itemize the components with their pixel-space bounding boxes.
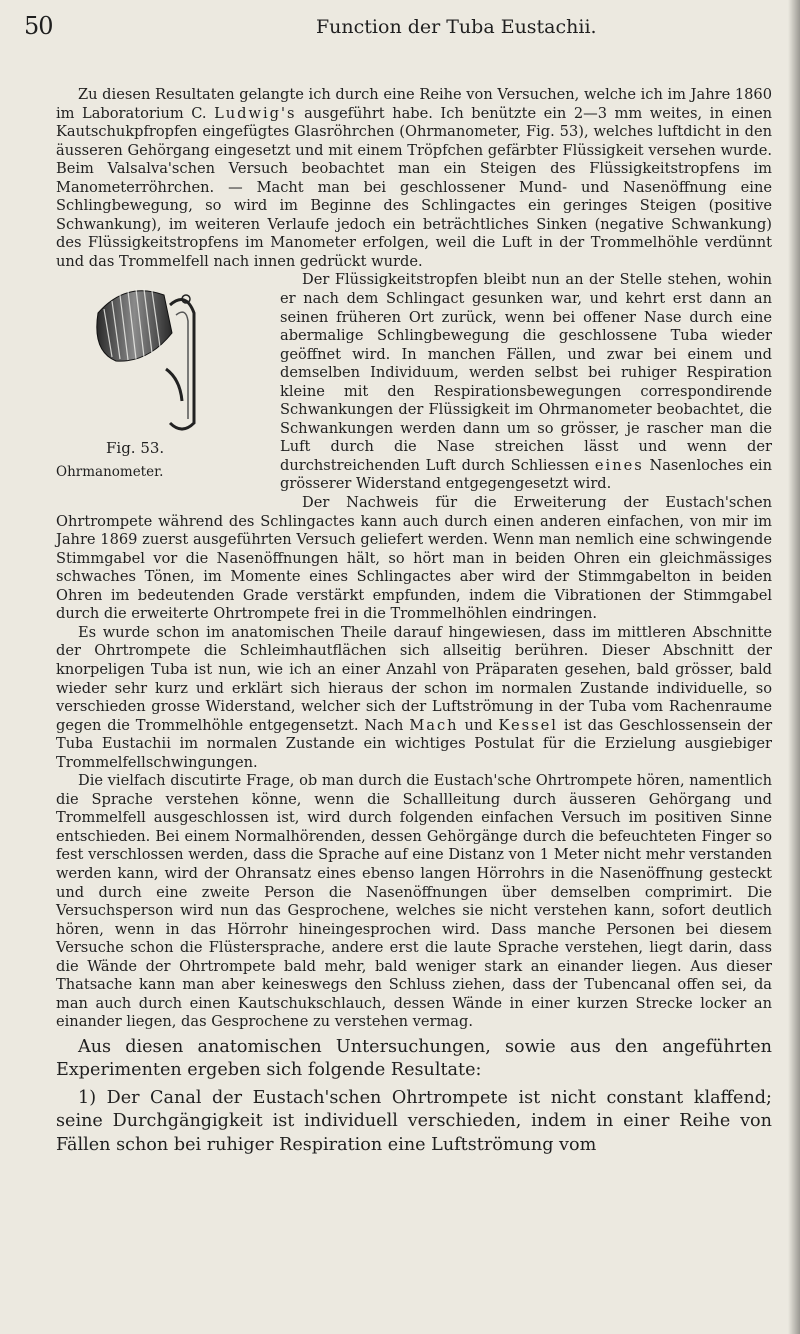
result-item-1: 1) Der Canal der Eustach'schen Ohrtrompete ist nicht constant klaffend; seine Durchgängigkeit ist individuell verschieden, indem in einer Reihe von Fällen schon bei ruhiger Respiration eine Luftströmung vom	[56, 1087, 772, 1155]
page-edge-shadow	[788, 0, 800, 1334]
author-name-mach: Mach	[409, 716, 459, 734]
paragraph-3: Der Nachweis für die Erweiterung der Eustach'schen Ohrtrompete während des Schlingactes kann auch durch einen anderen einfachen, von mir im Jahre 1869 zuerst ausgeführten Versuch geliefert werden. Wenn man nemlich eine schwingende Stimmgabel vor die Nasenöffnungen hält, so hört man in beiden Ohren ein gleichmässiges schwaches Tönen, im Momente eines Schlingactes aber wird der Stimmgabelton in beiden Ohren im bedeutenden Grade verstärkt empfunden, indem die Vibrationen der Stimmgabel durch die erweiterte Ohrtrompete frei in die Trommelhöhlen eindringen.	[56, 494, 772, 623]
paragraph-5: Die vielfach discutirte Frage, ob man durch die Eustach'sche Ohrtrompete hören, namentlich die Sprache verstehen könne, wenn die Schallleitung durch äusseren Gehörgang und Trommelfell ausgeschlossen ist, wird durch folgenden einfachen Versuch im positiven Sinne entschieden. Bei einem Normalhörenden, dessen Gehörgänge durch die befeuchteten Finger so fest verschlossen werden, dass die Sprache auf eine Distanz von 1 Meter nicht mehr verstanden werden kann, wird der Ohransatz eines ebenso langen Hörrohrs in die Nasenöffnung gesteckt und durch eine zweite Person die Nasenöffnungen über demselben comprimirt. Die Versuchsperson wird nun das Gesprochene, welches sie nicht verstehen kann, sofort deutlich hören, wenn in das Hörrohr hineingesprochen wird. Dass manche Personen bei diesem Versuche schon die Flüstersprache, andere erst die laute Sprache verstehen, liegt darin, dass die Wände der Ohrtrompete bald mehr, bald weniger stark an einander liegen. Aus dieser Thatsache kann man aber keineswegs den Schluss ziehen, dass der Tubencanal offen sei, da man auch durch einen Kautschukschlauch, dessen Wände in einer kurzen Strecke locker an einander liegen, das Gesprochene zu verstehen vermag.	[56, 772, 772, 1031]
author-name-kessel: Kessel	[498, 716, 558, 734]
figure-label: Fig. 53.	[106, 439, 165, 458]
running-title: Function der Tuba Eustachii.	[316, 16, 597, 38]
paragraph-1: Zu diesen Resultaten gelangte ich durch eine Reihe von Versuchen, welche ich im Jahre 1860 im Laboratorium C. Ludwig's ausgeführt habe. Ich benützte ein 2—3 mm weites, in einen Kautschukpfropfen eingefügtes Glasröhrchen (Ohrmanometer, Fig. 53), welches luftdicht in den äusseren Gehörgang eingesetzt und mit einem Tröpfchen gefärbter Flüssigkeit versehen wurde. Beim Valsalva'schen Versuch beobachtet man ein Steigen des Flüssigkeitstropfens im Manometerröhrchen. — Macht man bei geschlossener Mund- und Nasenöffnung eine Schlingbewegung, so wird im Beginne des Schlingactes ein geringes Steigen (positive Schwankung), im weiteren Verlaufe jedoch ein beträchtliches Sinken (negative Schwankung) des Flüssigkeitstropfens im Manometer erfolgen, weil die Luft in der Trommelhöhle verdünnt und das Trommelfell nach innen gedrückt wurde.	[56, 86, 772, 270]
author-name: Ludwig's	[214, 104, 297, 122]
paragraph-2: Der Flüssigkeitstropfen bleibt nun an der Stelle stehen, wohin er nach dem Schlingact gesunken war, und kehrt erst dann an seinen früheren Ort zurück, wenn bei offener Nase durch eine abermalige Schlingbewegung die geschlossene Tuba wieder geöffnet wird. In manchen Fällen, und zwar bei einem und demselben Individuum, werden selbst bei ruhiger Respiration kleine mit den Respirationsbewegungen correspondirende Schwankungen der Flüssigkeit im Ohrmanometer beobachtet, die Schwankungen werden dann um so grösser, je rascher man die Luft durch die Nase streichen lässt und wenn der durchstreichenden Luft durch Schliessen eines Nasenloches ein grösserer Widerstand entgegengesetzt wird.	[280, 271, 772, 493]
paragraph-4: Es wurde schon im anatomischen Theile darauf hingewiesen, dass im mittleren Abschnitte der Ohrtrompete die Schleimhautflächen sich allseitig berühren. Dieser Abschnitt der knorpeligen Tuba ist nun, wie ich an einer Anzahl von Präparaten gesehen, bald grösser, bald wieder sehr kurz und erklärt sich hieraus der schon im normalen Zustande individuelle, so verschieden grosse Widerstand, welcher sich der Luftströmung in der Tuba vom Rachenraume gegen die Trommelhöhle entgegensetzt. Nach Mach und Kessel ist das Geschlossensein der Tuba Eustachii im normalen Zustande ein wichtiges Postulat für die Erzielung ausgiebiger Trommelfellschwingungen.	[56, 623, 773, 771]
ear-manometer-illustration	[86, 273, 216, 438]
page-number: 50	[24, 12, 53, 40]
figure-53	[56, 273, 266, 497]
results-intro: Aus diesen anatomischen Untersuchungen, sowie aus den angeführten Experimenten ergeben sich folgende Resultate:	[56, 1036, 772, 1081]
figure-caption: Ohrmanometer.	[56, 464, 164, 481]
body-text	[56, 86, 772, 1157]
